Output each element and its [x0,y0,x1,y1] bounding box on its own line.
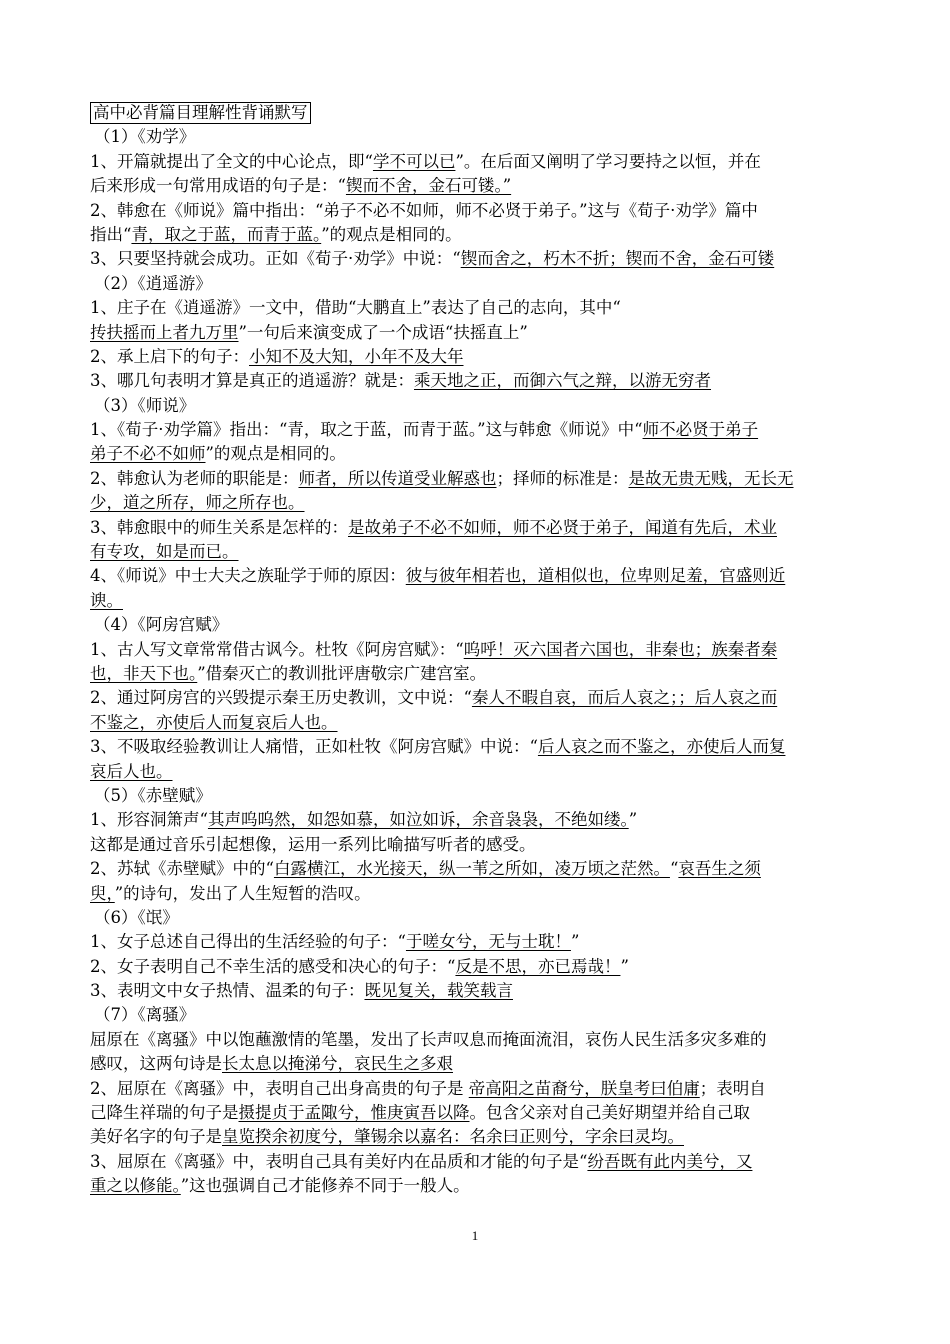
text-line: 美好名字的句子是皇览揆余初度兮，肇锡余以嘉名：名余曰正则兮，字余曰灵均。 [90,1127,684,1147]
text-line: 己降生祥瑞的句子是摄提贞于孟陬兮，惟庚寅吾以降。包含父亲对自己美好期望并给自己取 [90,1103,750,1123]
section-heading-afanggongfu: （4）《阿房宫赋》 [94,615,229,635]
answer-underline: 锲而舍之，朽木不折；锲而不舍，金石可镂 [460,249,775,269]
text-line [90,491,862,515]
section-heading-meng: （6）《氓》 [94,907,179,927]
answer-underline: 秦人不暇自哀，而后人哀之；；后人哀之而 [471,688,778,708]
answer-underline: 纷吾既有此内美兮，又 [587,1151,753,1171]
text-line: 2、通过阿房宫的兴毁提示秦王历史教训，文中说：“秦人不暇自哀，而后人哀之；；后人哀之而 [90,688,778,708]
section-heading-shishuo: （3）《师说》 [94,395,196,415]
section-heading-xiaoyaoyou: （2）《逍遥游》 [94,273,212,293]
answer-underline: 弟子不必不如师 [90,444,206,464]
answer-underline: 反是不思，亦已焉哉！ [455,956,621,976]
text-line: 2、韩愈认为老师的职能是：师者，所以传道受业解惑也；择师的标准是：是故无贵无贱，无长无 [90,468,794,488]
answer-underline: 有专攻，如是而已。 [90,542,239,562]
text-line: 1、古人写文章常常借古讽今。杜牧《阿房宫赋》：“呜呼！灭六国者六国也，非秦也；族秦者秦 [90,639,778,659]
text-line: 抟扶摇而上者九万里”一句后来演变成了一个成语“扶摇直上” [90,322,528,342]
answer-underline: 呜呼！灭六国者六国也，非秦也；族秦者秦 [463,639,778,659]
answer-underline: 也，非天下也。 [90,663,198,683]
text-line: 3、韩愈眼中的师生关系是怎样的：是故弟子不必不如师，师不必贤于弟子，闻道有先后，术业 [90,517,777,537]
answer-underline: 臾， [90,883,115,903]
answer-underline: 哀后人也。 [90,761,173,781]
text-line: 1、形容洞箫声“其声呜呜然，如怨如慕，如泣如诉，余音袅袅，不绝如缕。” [90,810,638,830]
document-title: 高中必背篇目理解性背诵默写 [90,102,311,124]
answer-underline: 哀吾生之须 [678,859,761,879]
text-line: 3、只要坚持就会成功。正如《荀子·劝学》中说：“锲而舍之，朽木不折；锲而不舍，金石可镂 [90,249,775,269]
page-number: 1 [471,1228,479,1243]
text-line: 2、女子表明自己不幸生活的感受和决心的句子：“反是不思，亦已焉哉！” [90,956,629,976]
text-line: 1、开篇就提出了全文的中心论点，即“学不可以已”。在后面又阐明了学习要持之以恒，并在 [90,151,761,171]
text-line: 也，非天下也。”借秦灭亡的教训批评唐敬宗广建宫室。 [90,663,487,683]
text-line: 屈原在《离骚》中以饱蘸激情的笔墨，发出了长声叹息而掩面流泪，哀伤人民生活多灾多难的 [90,1029,767,1049]
answer-underline: 是故无贵无贱，无长无 [628,468,794,488]
answer-underline: 锲而不舍，金石可镂。” [345,176,512,196]
answer-underline: 帝高阳之苗裔兮，朕皇考曰伯庸 [468,1078,700,1098]
text-line: 1、庄子在《逍遥游》一文中，借助“大鹏直上”表达了自己的志向，其中“ [90,298,621,318]
text-line: 臾，”的诗句，发出了人生短暂的浩叹。 [90,883,371,903]
text-line: 2、韩愈在《师说》篇中指出：“弟子不必不如师，师不必贤于弟子。”这与《荀子·劝学》篇中 [90,200,758,220]
text-line: 3、哪几句表明才算是真正的逍遥游？就是：乘天地之正，而御六气之辩，以游无穷者 [90,371,711,391]
answer-underline: 不鉴之，亦使后人而复哀后人也。 [90,712,338,732]
text-line: 2、屈原在《离骚》中，表明自己出身高贵的句子是 帝高阳之苗裔兮，朕皇考曰伯庸；表明自 [90,1078,766,1098]
answer-underline: 摄提贞于孟陬兮，惟庚寅吾以降 [238,1103,470,1123]
answer-underline: 长太息以掩涕兮，哀民生之多艰 [222,1054,453,1074]
text-line: 1、《荀子·劝学篇》指出：“青，取之于蓝，而青于蓝。”这与韩愈《师说》中“师不必贤于弟子 [90,420,759,440]
answer-underline: 小知不及大知，小年不及大年 [249,346,464,366]
section-heading-chibifu: （5）《赤壁赋》 [94,785,212,805]
document-body [90,101,862,1199]
text-line: 3、表明文中女子热情、温柔的句子：既见复关，载笑载言 [90,981,513,1001]
text-line: 1、女子总述自己得出的生活经验的句子：“于嗟女兮，无与士耽！” [90,932,580,952]
answer-underline: 少，道之所存，师之所存也。 [90,493,305,513]
answer-underline: 师不必贤于弟子 [642,420,759,440]
text-line: 3、屈原在《离骚》中，表明自己具有美好内在品质和才能的句子是“纷吾既有此内美兮，又 [90,1151,753,1171]
section-heading-quanxue: （1）《劝学》 [94,127,196,147]
answer-underline: 既见复关，载笑载言 [364,981,513,1001]
text-line: 感叹，这两句诗是长太息以掩涕兮，哀民生之多艰 [90,1054,453,1074]
text-line: 后来形成一句常用成语的句子是：“锲而不舍，金石可镂。” [90,176,512,196]
text-line: 3、不吸取经验教训让人痛惜，正如杜牧《阿房宫赋》中说：“后人哀之而不鉴之，亦使后人而复 [90,737,786,757]
text-line: 这都是通过音乐引起想像，运用一系列比喻描写听者的感受。 [90,834,536,854]
text-line: 2、承上启下的句子：小知不及大知，小年不及大年 [90,346,464,366]
text-line: 弟子不必不如师”的观点是相同的。 [90,444,346,464]
answer-underline: 白露横江，水光接天，纵一苇之所如，凌万顷之茫然。 [273,859,670,879]
answer-underline: 谀。 [90,590,123,610]
document-title-line [90,101,862,125]
text-line: 2、苏轼《赤壁赋》中的“白露横江，水光接天，纵一苇之所如，凌万顷之茫然。“哀吾生之须 [90,859,761,879]
answer-underline: 重之以修能。 [90,1176,181,1196]
answer-underline: 于嗟女兮，无与士耽！ [405,932,571,952]
answer-underline: 皇览揆余初度兮，肇锡余以嘉名：名余曰正则兮，字余曰灵均。 [222,1127,684,1147]
text-line: 重之以修能。”这也强调自己才能修养不同于一般人。 [90,1176,470,1196]
text-line [90,760,862,784]
answer-underline: 青，取之于蓝，而青于蓝。 [131,224,322,244]
answer-underline: 师者，所以传道受业解惑也 [298,468,497,488]
answer-underline: 是故弟子不必不如师，师不必贤于弟子，闻道有先后，术业 [348,517,777,537]
answer-underline: 后人哀之而不鉴之，亦使后人而复 [537,737,786,757]
answer-underline: 学不可以已 [372,151,456,171]
text-line: 4、《师说》中士大夫之族耻学于师的原因：彼与彼年相若也，道相似也，位卑则足羞，官盛则近 [90,566,786,586]
text-line: 指出“青，取之于蓝，而青于蓝。”的观点是相同的。 [90,224,462,244]
answer-underline: 其声呜呜然，如怨如慕，如泣如诉，余音袅袅，不绝如缕。 [207,810,629,830]
text-line [90,711,862,735]
text-line [90,540,862,564]
section-heading-lisao: （7）《离骚》 [94,1005,196,1025]
answer-underline: 抟扶摇而上者九万里 [90,322,239,342]
text-line [90,589,862,613]
answer-underline: 乘天地之正，而御六气之辩，以游无穷者 [414,371,711,391]
answer-underline: 彼与彼年相若也，道相似也，位卑则足羞，官盛则近 [405,566,786,586]
